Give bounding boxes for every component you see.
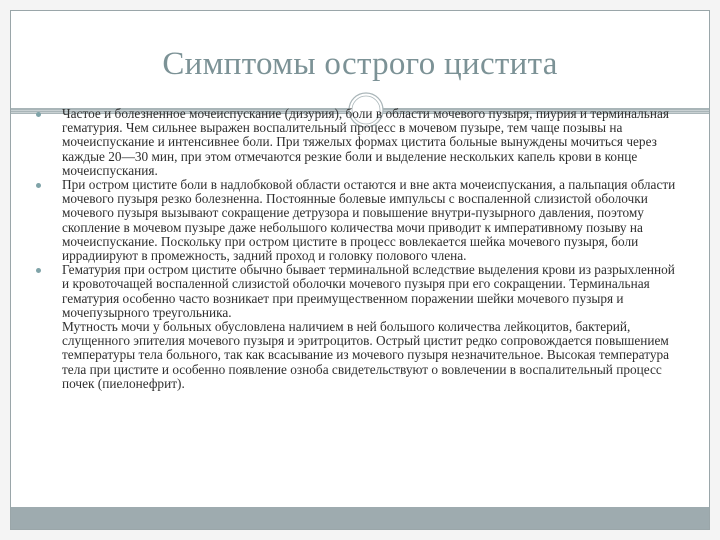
- bullet-text: Частое и болезненное мочеиспускание (дизурия), боли в области мочевого пузыря, пиурия и терминальная гематурия. Чем сильнее выражен воспалительный процесс в мочевом пузыре, тем чаще позывы на мочеиспускание и интенсивнее боли. При тяжелых формах цистита больные вынуждены мочиться через каждые 20—30 мин, при этом отмечаются резкие боли и выделение нескольких капель крови в конце мочеиспускания.: [62, 106, 670, 178]
- bullet-dot-icon: [36, 268, 41, 273]
- slide-content: [36, 107, 676, 391]
- bullet-text: Гематурия при остром цистите обычно бывает терминальной вследствие выделения крови из разрыхленной и кровоточащей воспаленной слизистой оболочки мочевого пузыря при его сокращении. Терминальная гематурия особенно часто возникает при преимущественном поражении шейки мочевого пузыря и мочепузырного треугольника. Мутность мочи у больных обусловлена наличием в ней большого количества лейкоцитов, бактерий, слущенного эпителия мочевого пузыря и эритроцитов. Острый цистит редко сопровождается повышением температуры тела больного, так как всасывание из мочевого пузыря незначительное. Высокая температура тела при цистите и особенно появление озноба свидетельствуют о вовлечении в воспалительный процесс почек (пиелонефрит).: [62, 262, 675, 391]
- bullet-dot-icon: [36, 183, 41, 188]
- bottom-band: [11, 507, 709, 529]
- slide-title: Симптомы острого цистита: [162, 46, 558, 82]
- bullet-text: При остром цистите боли в надлобковой области остаются и вне акта мочеиспускания, а пальпация области мочевого пузыря резко болезненна. Постоянные болевые импульсы с воспаленной слизистой оболочки мочевого пузыря вызывают сокращение детрузора и повышение внутри-пузырного давления, поэтому скопление в мочевом пузыре даже небольшого количества мочи приводит к императивному позыву на мочеиспускание. Поскольку при остром цистите в процесс вовлекается шейка мочевого пузыря, боли иррадиируют в промежность, задний проход и головку полового члена.: [62, 177, 676, 264]
- bullet-item: [36, 107, 676, 178]
- bullet-dot-icon: [36, 112, 41, 117]
- bullet-item: [36, 263, 676, 391]
- bullet-item: [36, 178, 676, 263]
